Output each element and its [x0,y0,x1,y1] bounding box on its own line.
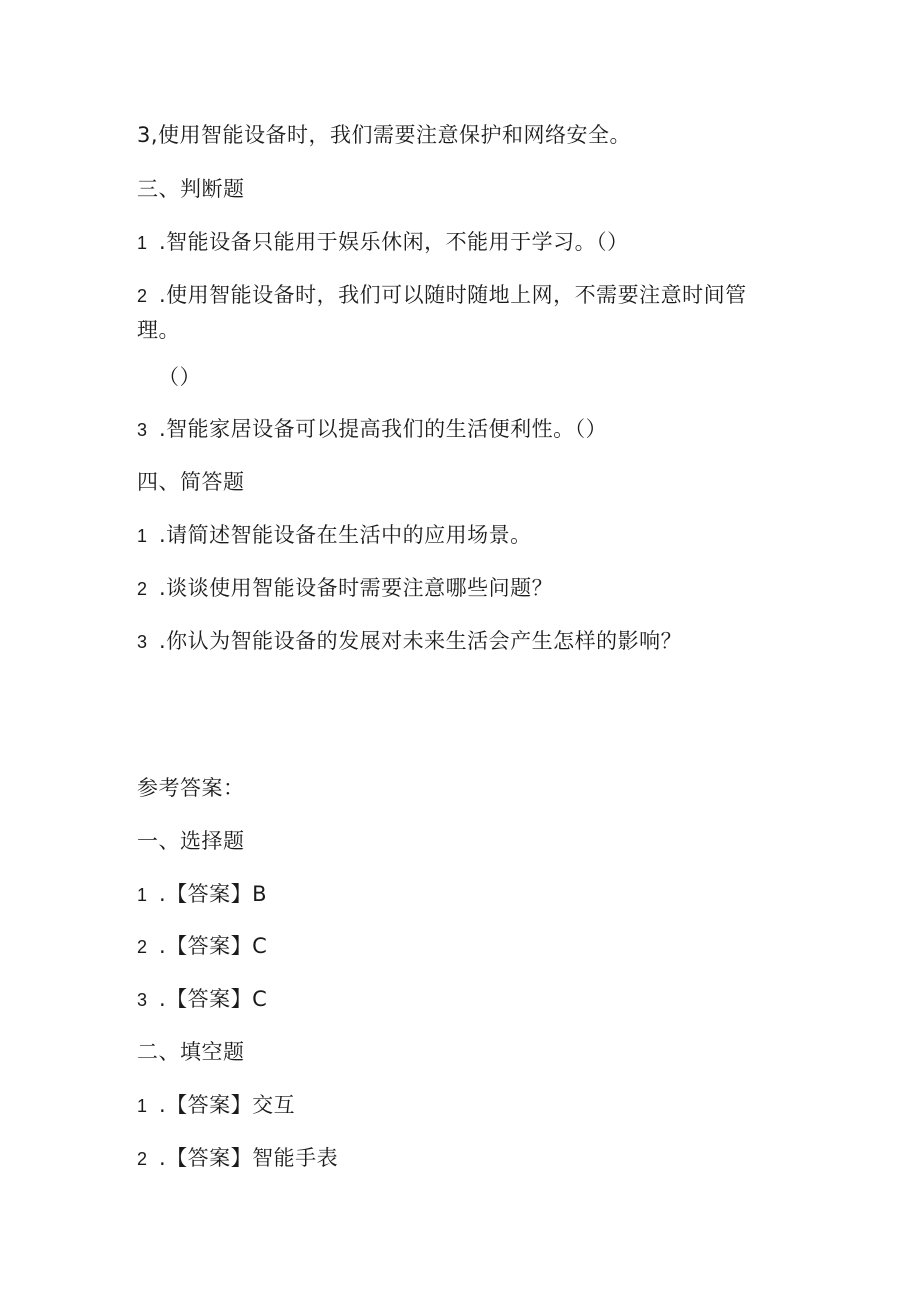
answer-choice-item-1 [137,877,777,912]
item-number: 2 [137,286,148,306]
item-number: 3 [137,632,148,652]
item-number: 1 [137,526,148,546]
answer-fill-item-1 [137,1088,777,1123]
item-text: .你认为智能设备的发展对未来生活会产生怎样的影响？ [159,629,683,653]
section-heading-short-answer: 四、简答题 [137,470,245,494]
item-text: .谈谈使用智能设备时需要注意哪些问题？ [159,576,554,600]
true-false-item-2-blank: （） [158,365,201,389]
item-text: .智能设备只能用于娱乐休闲，不能用于学习。（） [159,230,629,254]
true-false-item-2 [137,278,777,347]
answers-fill-heading: 二、填空题 [137,1040,245,1064]
true-false-item-3 [137,412,777,447]
item-number: 1 [137,885,148,905]
item-text: .【答案】C [159,987,268,1011]
answers-heading: 参考答案： [137,776,245,800]
short-answer-item-1 [137,518,777,553]
item-number: 1 [137,1096,148,1116]
item-text: .【答案】C [159,934,268,958]
answers-choice-heading: 一、选择题 [137,829,245,853]
section-heading-true-false: 三、判断题 [137,177,245,201]
item-text: .【答案】交互 [159,1093,296,1117]
item-number: 1 [137,233,148,253]
item-text: .使用智能设备时，我们可以随时随地上网，不需要注意时间管理。 [137,283,747,342]
item-text: .智能家居设备可以提高我们的生活便利性。（） [159,417,608,441]
item-number: 2 [137,937,148,957]
answer-choice-item-2 [137,929,777,964]
item-text: .【答案】B [159,882,268,906]
answer-fill-item-2 [137,1141,777,1176]
item-text: .【答案】智能手表 [159,1146,339,1170]
true-false-item-1 [137,225,777,260]
item-text: .请简述智能设备在生活中的应用场景。 [159,523,532,547]
short-answer-item-2 [137,571,777,606]
item-number: 2 [137,579,148,599]
fill-blank-item-3: 3,使用智能设备时，我们需要注意保护和网络安全。 [137,123,632,147]
item-number: 2 [137,1149,148,1169]
answer-choice-item-3 [137,982,777,1017]
item-number: 3 [137,420,148,440]
short-answer-item-3 [137,624,777,659]
item-number: 3 [137,990,148,1010]
